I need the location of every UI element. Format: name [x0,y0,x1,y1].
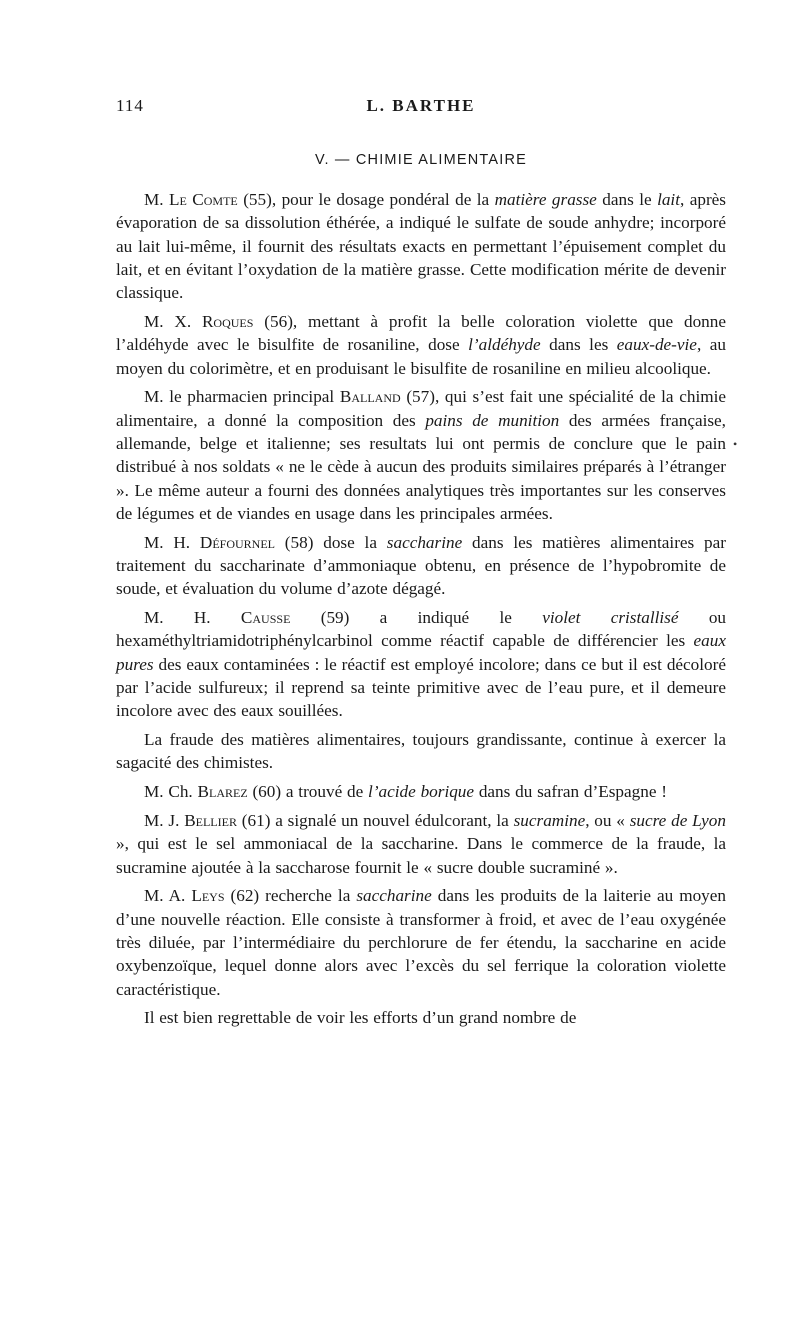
paragraph-leys: M. A. Leys (62) recherche la saccharine dans les produits de la laiterie au moyen d’une nouvelle réaction. Elle consiste à transformer à froid, et avec de l’eau oxygénée très diluée, par l’intermédiaire du perchlorure de fer étendu, la saccharine en acide oxybenzoïque, lequel donne alors avec l’excès du sel ferrique la coloration violette caractéristique. [116,886,726,999]
author-name: Roques [201,311,254,331]
page-number: 114 [116,96,144,115]
running-head [116,96,726,120]
author-name: Leys [191,886,225,906]
author-name: Blarez [197,782,248,802]
author-name: Le Comte [169,190,238,209]
author-name: Causse [240,608,291,628]
paragraph-defournel: M. H. Défournel (58) dose la saccharine dans les matières alimentaires par traitement du saccharinate d’ammoniaque obtenu, en présence de l’hypobromite de soude, et évaluation du volume d’azote dégagé. [116,532,726,599]
margin-mark: • [733,437,738,451]
author-name: Défournel [199,532,275,552]
running-title: L. BARTHE [366,96,476,115]
paragraph-roques: M. X. Roques (56), mettant à profit la belle coloration violette que donne l’aldéhyde avec le bisulfite de rosaniline, dose l’aldéhyde dans les eaux-de-vie, au moyen du colorimètre, et en produisant le bisulfite de rosaniline en milieu alcoolique. [116,311,726,378]
author-name: Balland [339,387,401,407]
paragraph-fraude: La fraude des matières alimentaires, toujours grandissante, continue à exercer la sagacité des chimistes. [116,730,726,773]
body-text [116,188,726,1035]
paragraph-le-comte: M. Le Comte (55), pour le dosage pondéral de la matière grasse dans le lait, après évaporation de sa dissolution éthérée, a indiqué le sulfate de soude anhydre; incorporé au lait lui-même, il fournit des résultats exacts en permettant l’épuisement complet du lait, et en évitant l’oxydation de la matière grasse. Cette modification mérite de devenir classique. [116,190,726,303]
author-name: Bellier [184,810,237,830]
section-title: V. — CHIMIE ALIMENTAIRE [314,152,528,168]
paragraph-closing: Il est bien regrettable de voir les efforts d’un grand nombre de [144,1008,577,1028]
paragraph-bellier: M. J. Bellier (61) a signalé un nouvel édulcorant, la sucramine, ou « sucre de Lyon », qui est le sel ammoniacal de la saccharine. Dans le commerce de la fraude, la sucramine ajoutée à la saccharose fournit le « sucre double sucraminé ». [116,810,726,877]
paragraph-causse: M. H. Causse (59) a indiqué le violet cristallisé ou hexaméthyltriamidotriphénylcarbinol comme réactif capable de différencier les eaux pures des eaux contaminées : le réactif est employé incolore; dans ce but il est décoloré par l’acide sulfureux; il reprend sa teinte primitive avec de l’eau pure, et il demeure incolore avec des eaux souillées. [116,608,726,721]
paragraph-balland: M. le pharmacien principal Balland (57), qui s’est fait une spécialité de la chimie alimentaire, a donné la composition des pains de munition des armées française, allemande, belge et italienne; ses resultats lui ont permis de conclure que le pain distribué à nos soldats « ne le cède à aucun des produits similaires préparés à l’étranger ». Le même auteur a fourni des données analytiques très importantes sur les conserves de légumes et de viandes en usage dans les principales armées. [116,387,726,523]
paragraph-blarez: M. Ch. Blarez (60) a trouvé de l’acide borique dans du safran d’Espagne ! [144,782,667,802]
